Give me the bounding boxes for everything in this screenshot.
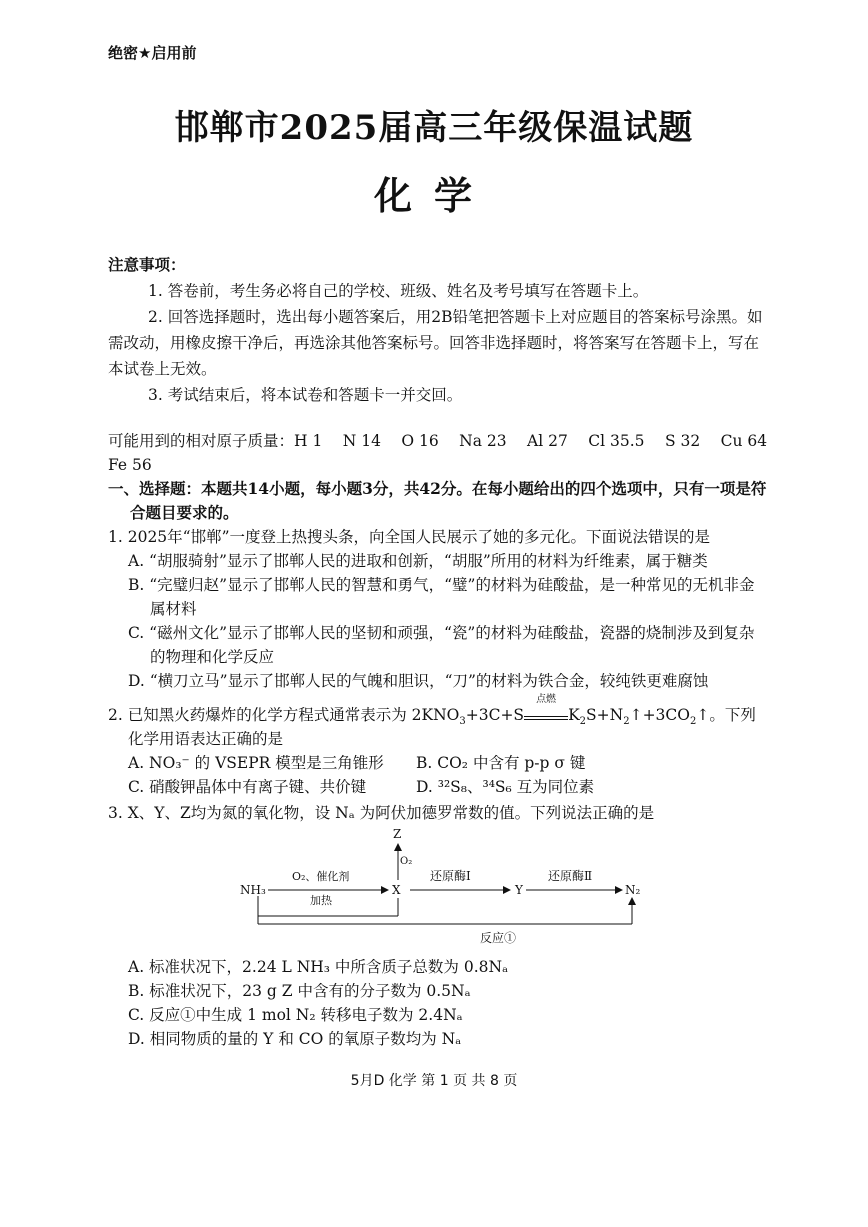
section-heading-cont: 合题目要求的。	[130, 503, 239, 522]
q3-option-d: D. 相同物质的量的 Y 和 CO 的氧原子数均为 Nₐ	[128, 1030, 462, 1048]
q2-option-a: A. NO₃⁻ 的 VSEPR 模型是三角锥形	[128, 754, 384, 772]
note-item: 本试卷上无效。	[108, 360, 217, 378]
enzyme2-label: 还原酶Ⅱ	[548, 869, 593, 883]
n2-label: N₂	[625, 883, 641, 897]
q3-option-a: A. 标准状况下，2.24 L NH₃ 中所含质子总数为 0.8Nₐ	[128, 958, 509, 976]
q3-option-b: B. 标准状况下，23 g Z 中含有的分子数为 0.5Nₐ	[128, 982, 471, 1000]
q3-option-c: C. 反应①中生成 1 mol N₂ 转移电子数为 2.4Nₐ	[128, 1006, 463, 1024]
notes-heading: 注意事项：	[108, 255, 186, 274]
q2-stem-cont: 化学用语表达正确的是	[128, 730, 284, 748]
nitrogen-cycle-diagram	[230, 828, 650, 948]
note-item: 3. 考试结束后，将本试卷和答题卡一并交回。	[148, 386, 463, 404]
q1-option-a: A. “胡服骑射”显示了邯郸人民的进取和创新，“胡服”所用的材料为纤维素，属于糖类	[128, 552, 708, 570]
atomic-masses-line1: 可能用到的相对原子质量：H 1 N 14 O 16 Na 23 Al 27 Cl 35.5 S 32 Cu 64	[108, 432, 768, 450]
q1-option-d: D. “横刀立马”显示了邯郸人民的气魄和胆识，“刀”的材料为铁合金，较纯铁更难腐蚀	[128, 672, 709, 690]
note-item: 需改动，用橡皮擦干净后，再选涂其他答案标号。回答非选择题时，将答案写在答题卡上，写在	[108, 334, 760, 352]
q1-option-b-cont: 属材料	[150, 600, 197, 618]
y-label: Y	[515, 883, 523, 897]
exam-title: 邯郸市2025届高三年级保温试题	[174, 108, 694, 148]
o2-label: O₂	[400, 856, 413, 867]
x-label: X	[392, 883, 401, 897]
nh3-label: NH₃	[240, 883, 266, 897]
o2-catalyst-label: O₂、催化剂	[292, 870, 350, 883]
note-item: 2. 回答选择题时，选出每小题答案后，用2B铅笔把答题卡上对应题目的答案标号涂黑。如	[148, 308, 763, 326]
section-heading: 一、选择题：本题共14小题，每小题3分，共42分。在每小题给出的四个选项中，只有一项是符	[108, 479, 767, 498]
confidential-label: 绝密★启用前	[108, 44, 197, 62]
enzyme1-label: 还原酶Ⅰ	[430, 869, 471, 883]
atomic-masses-line2: Fe 56	[108, 456, 152, 474]
q1-stem: 1. 2025年“邯郸”一度登上热搜头条，向全国人民展示了她的多元化。下面说法错误的是	[108, 528, 711, 546]
q2-stem: 2. 已知黑火药爆炸的化学方程式通常表示为 $2KNO_3+3C+S$ 点燃 $K_2S+N_2↑+3CO_2↑$。下列	[108, 694, 756, 728]
q2-option-d: D. ³²S₈、³⁴S₆ 互为同位素	[416, 778, 595, 796]
q1-option-c: C. “磁州文化”显示了邯郸人民的坚韧和顽强，“瓷”的材料为硅酸盐，瓷器的烧制涉及到复杂	[128, 624, 755, 642]
q1-option-b: B. “完璧归赵”显示了邯郸人民的智慧和勇气，“璧”的材料为硅酸盐，是一种常见的无机非金	[128, 576, 755, 594]
z-label: Z	[393, 828, 402, 841]
q2-option-c: C. 硝酸钾晶体中有离子键、共价键	[128, 778, 367, 796]
heating-label: 加热	[310, 894, 332, 907]
reaction-label: 反应①	[480, 931, 517, 945]
subject-title: 化学	[373, 173, 494, 218]
condition-label: 点燃	[536, 694, 557, 705]
q2-option-b: B. CO₂ 中含有 p-p σ 键	[416, 754, 586, 772]
q3-stem: 3. X、Y、Z均为氮的氧化物，设 Nₐ 为阿伏加德罗常数的值。下列说法正确的是	[108, 804, 655, 822]
q1-option-c-cont: 的物理和化学反应	[150, 648, 275, 666]
note-item: 1. 答卷前，考生务必将自己的学校、班级、姓名及考号填写在答题卡上。	[148, 282, 649, 300]
page-footer: 5月D 化学 第 1 页 共 8 页	[350, 1073, 518, 1089]
